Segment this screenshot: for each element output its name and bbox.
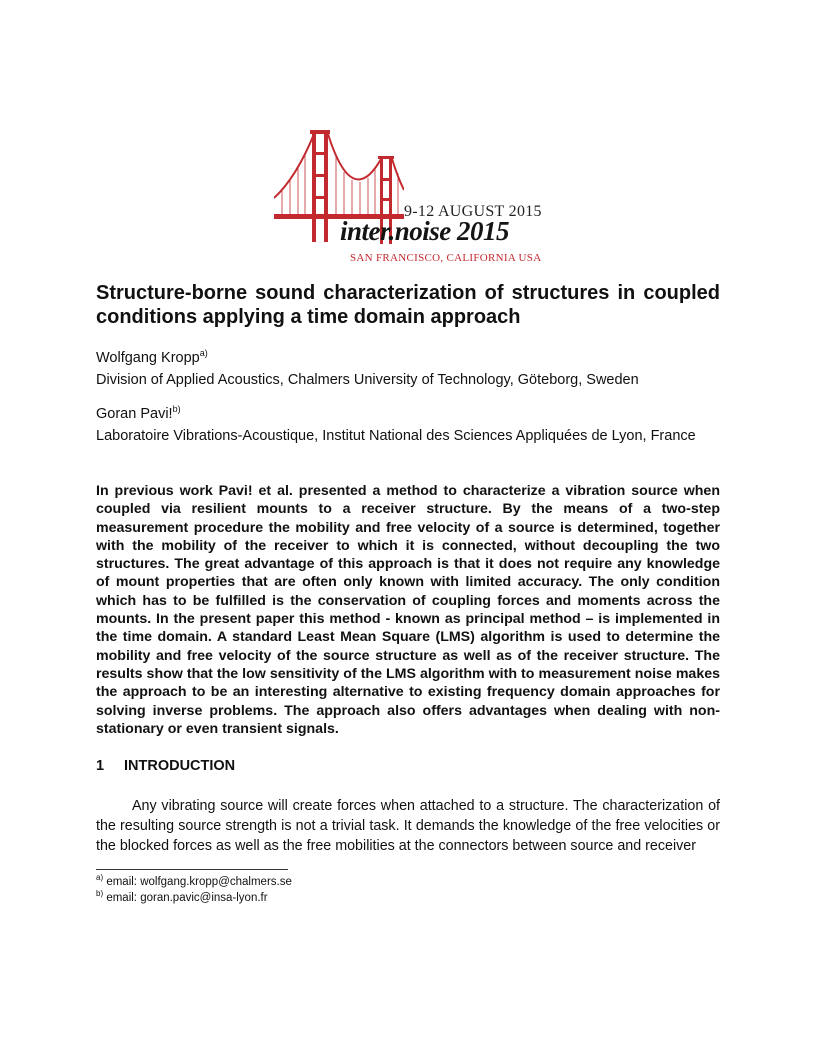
intro-paragraph: Any vibrating source will create forces when attached to a structure. The characterization of the resulting source strength is not a trivial task. It demands the knowledge of the free velocities or the blocked forces as well as the free mobilities at the connectors between source and receiver	[96, 798, 720, 854]
footnote-divider	[96, 869, 288, 870]
footnote-b	[96, 889, 268, 904]
conference-logo	[274, 128, 546, 268]
author-1-affiliation: Division of Applied Acoustics, Chalmers University of Technology, Göteborg, Sweden	[96, 372, 639, 388]
conference-location: SAN FRANCISCO, CALIFORNIA USA	[350, 252, 542, 264]
footnote-a-mark: a)	[96, 873, 104, 882]
abstract: In previous work Pavi! et al. presented a method to characterize a vibration source when coupled via resilient mounts to a receiver structure. By the means of a two-step measurement procedure the mobility and free velocity of a source is determined, together with the mobility of the receiver to which it is connected, without decoupling the two structures. The great advantage of this approach is that it does not require any knowledge of mount properties that are often only known with limited accuracy. The only condition which has to be fulfilled is the conservation of coupling forces and moments across the mounts. In the present paper this method - known as principal method – is implemented in the time domain. A standard Least Mean Square (LMS) algorithm is used to determine the mobility and free velocity of the source structure as well as of the receiver structure. The results show that the low sensitivity of the LMS algorithm with to measurement noise makes the approach to be an interesting alternative to existing frequency domain approaches for solving inverse problems. The approach also offers advantages when dealing with non-stationary or even transient signals.	[96, 483, 720, 737]
section-heading	[96, 758, 235, 774]
author-2-name	[96, 406, 181, 422]
section-number: 1	[96, 758, 105, 774]
section-title: INTRODUCTION	[124, 758, 236, 774]
author-2-name-text: Goran Pavi!	[96, 406, 173, 422]
conference-date: 9-12 AUGUST 2015	[404, 203, 542, 220]
footnote-a-text: email: wolfgang.kropp@chalmers.se	[106, 876, 292, 888]
author-1-name	[96, 350, 208, 366]
paper-title: Structure-borne sound characterization of structures in coupled conditions applying a time domain approach	[96, 282, 720, 328]
conference-name: inter.noise 2015	[340, 216, 510, 246]
author-2-footnote-mark: b)	[172, 404, 181, 414]
author-1-footnote-mark: a)	[199, 348, 208, 358]
footnote-a	[96, 873, 292, 888]
footnote-b-mark: b)	[96, 889, 104, 898]
author-2-affiliation: Laboratoire Vibrations-Acoustique, Institut National des Sciences Appliquées de Lyon, France	[96, 428, 696, 444]
footnote-b-text: email: goran.pavic@insa-lyon.fr	[106, 892, 268, 904]
author-1-name-text: Wolfgang Kropp	[96, 350, 200, 366]
